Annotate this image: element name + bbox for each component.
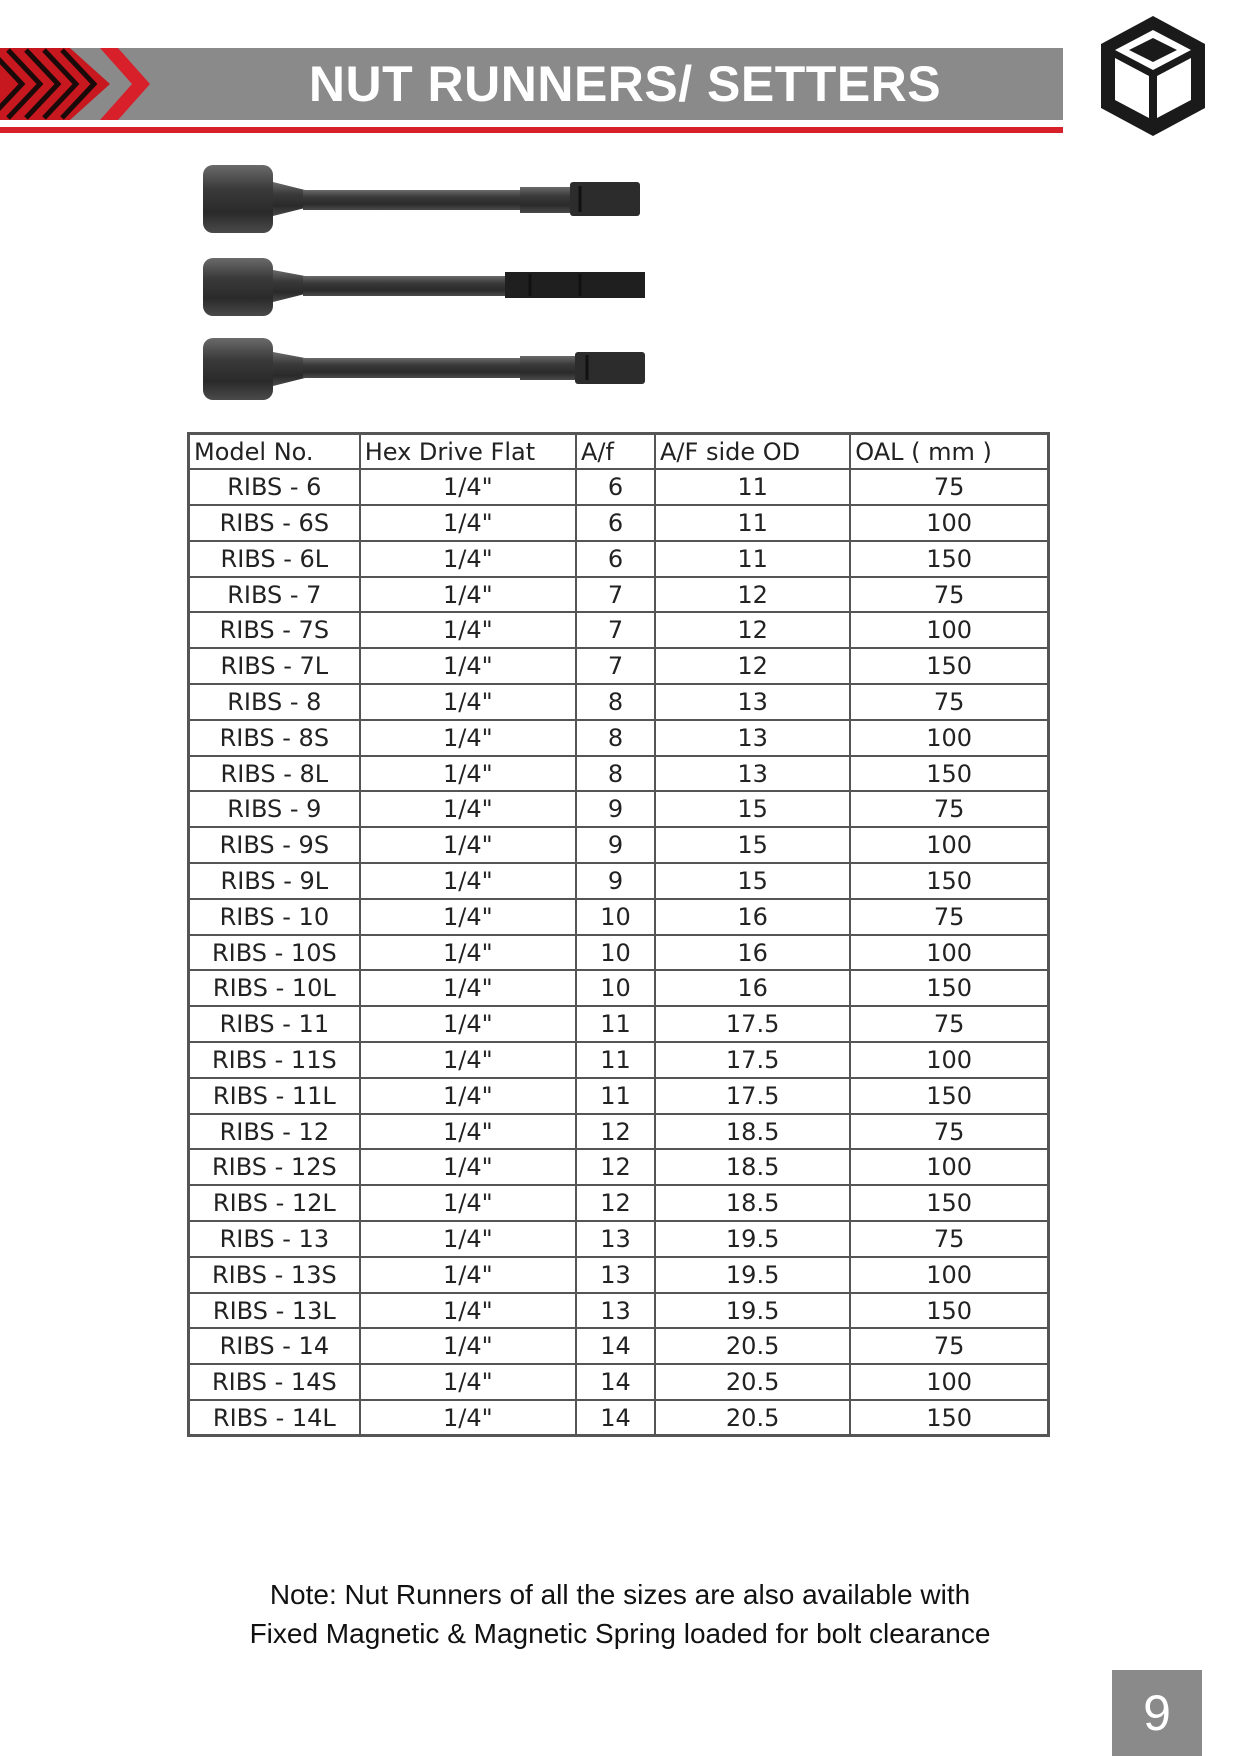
table-cell: 100 [850,1364,1048,1400]
table-row [189,863,1049,899]
column-header: Model No. [189,434,360,470]
table-cell: 1/4" [360,1114,576,1150]
table-cell: 12 [576,1185,655,1221]
table-cell: 1/4" [360,827,576,863]
table-cell: 1/4" [360,1006,576,1042]
table-cell: RIBS - 11S [189,1042,360,1078]
table-row [189,1078,1049,1114]
table-cell: RIBS - 13S [189,1257,360,1293]
table-cell: 1/4" [360,935,576,971]
table-cell: 1/4" [360,720,576,756]
table-cell: 1/4" [360,791,576,827]
table-cell: 13 [655,756,850,792]
table-cell: 15 [655,791,850,827]
table-cell: 20.5 [655,1328,850,1364]
table-row [189,1149,1049,1185]
table-cell: 1/4" [360,684,576,720]
table-cell: RIBS - 8L [189,756,360,792]
table-cell: 100 [850,1257,1048,1293]
table-cell: RIBS - 7 [189,577,360,613]
table-cell: 13 [655,684,850,720]
table-cell: 100 [850,505,1048,541]
table-row [189,756,1049,792]
table-row [189,791,1049,827]
table-cell: 75 [850,577,1048,613]
table-row [189,684,1049,720]
table-cell: 150 [850,863,1048,899]
table-cell: 1/4" [360,899,576,935]
table-cell: 1/4" [360,1221,576,1257]
table-cell: RIBS - 12S [189,1149,360,1185]
table-cell: RIBS - 12 [189,1114,360,1150]
table-cell: RIBS - 9S [189,827,360,863]
table-row [189,1364,1049,1400]
table-row [189,541,1049,577]
table-cell: 100 [850,827,1048,863]
table-cell: 9 [576,791,655,827]
table-row [189,1185,1049,1221]
table-cell: 150 [850,648,1048,684]
table-cell: 18.5 [655,1149,850,1185]
table-cell: RIBS - 10S [189,935,360,971]
table-cell: 15 [655,863,850,899]
table-cell: 1/4" [360,1042,576,1078]
table-cell: RIBS - 11 [189,1006,360,1042]
table-cell: 1/4" [360,469,576,505]
table-cell: 75 [850,791,1048,827]
table-row [189,899,1049,935]
table-row [189,970,1049,1006]
column-header: A/f [576,434,655,470]
page-number: 9 [1112,1670,1202,1756]
table-cell: 16 [655,970,850,1006]
table-cell: RIBS - 14S [189,1364,360,1400]
table-row [189,505,1049,541]
table-cell: 12 [576,1114,655,1150]
table-cell: 1/4" [360,1185,576,1221]
table-cell: RIBS - 13L [189,1293,360,1329]
table-cell: 75 [850,1221,1048,1257]
table-cell: 1/4" [360,863,576,899]
table-cell: 9 [576,827,655,863]
table-row [189,577,1049,613]
table-row [189,612,1049,648]
table-cell: 12 [655,648,850,684]
table-row [189,648,1049,684]
table-cell: 1/4" [360,648,576,684]
table-cell: 16 [655,935,850,971]
table-cell: 75 [850,469,1048,505]
table-row [189,469,1049,505]
page-title: NUT RUNNERS/ SETTERS [308,56,942,112]
table-cell: 11 [655,505,850,541]
table-cell: 1/4" [360,1293,576,1329]
table-row [189,1006,1049,1042]
table-cell: 75 [850,684,1048,720]
table-cell: 15 [655,827,850,863]
table-cell: 150 [850,1185,1048,1221]
table-row [189,1042,1049,1078]
table-cell: 75 [850,1006,1048,1042]
table-cell: 13 [576,1293,655,1329]
table-cell: RIBS - 13 [189,1221,360,1257]
table-cell: 13 [576,1221,655,1257]
table-cell: 1/4" [360,1400,576,1436]
table-cell: 12 [655,612,850,648]
table-cell: 19.5 [655,1293,850,1329]
table-cell: 1/4" [360,1078,576,1114]
table-cell: 6 [576,469,655,505]
table-cell: 7 [576,648,655,684]
table-row [189,1328,1049,1364]
table-cell: 18.5 [655,1185,850,1221]
table-cell: 14 [576,1400,655,1436]
table-cell: 1/4" [360,577,576,613]
table-row [189,720,1049,756]
table-cell: 75 [850,1328,1048,1364]
table-row [189,935,1049,971]
cube-logo-icon [1093,8,1213,143]
table-cell: RIBS - 7L [189,648,360,684]
table-header-row [189,434,1049,470]
table-cell: 1/4" [360,1328,576,1364]
header-red-line [0,127,1063,133]
table-cell: 150 [850,1400,1048,1436]
table-cell: RIBS - 10L [189,970,360,1006]
table-cell: 1/4" [360,612,576,648]
table-cell: 150 [850,1293,1048,1329]
table-cell: 1/4" [360,1149,576,1185]
note-line-2: Fixed Magnetic & Magnetic Spring loaded for bolt clearance [249,1618,991,1649]
table-cell: 19.5 [655,1257,850,1293]
table-cell: RIBS - 11L [189,1078,360,1114]
nut-runner-bit-2 [203,258,645,316]
table-cell: 1/4" [360,1257,576,1293]
table-cell: 100 [850,612,1048,648]
table-cell: 10 [576,970,655,1006]
table-cell: 9 [576,863,655,899]
table-row [189,1400,1049,1436]
table-cell: RIBS - 8 [189,684,360,720]
table-cell: 8 [576,756,655,792]
table-cell: RIBS - 8S [189,720,360,756]
table-cell: 11 [576,1006,655,1042]
table-cell: 75 [850,1114,1048,1150]
table-cell: 20.5 [655,1364,850,1400]
table-cell: 100 [850,720,1048,756]
note-line-1: Note: Nut Runners of all the sizes are also available with [269,1579,971,1610]
table-cell: 75 [850,899,1048,935]
table-cell: 13 [576,1257,655,1293]
table-cell: 150 [850,1078,1048,1114]
table-cell: 150 [850,970,1048,1006]
table-cell: 13 [655,720,850,756]
nut-runner-bit-3 [203,338,645,400]
column-header: A/F side OD [655,434,850,470]
note [150,1575,1090,1653]
table-cell: 6 [576,541,655,577]
table-cell: 17.5 [655,1006,850,1042]
table-cell: 19.5 [655,1221,850,1257]
table-cell: 8 [576,684,655,720]
table-cell: 11 [576,1042,655,1078]
table-cell: 20.5 [655,1400,850,1436]
table-cell: 100 [850,1042,1048,1078]
table-cell: 7 [576,612,655,648]
table-cell: 6 [576,505,655,541]
table-cell: 14 [576,1328,655,1364]
table-cell: RIBS - 6S [189,505,360,541]
table-row [189,827,1049,863]
table-cell: 100 [850,935,1048,971]
table-cell: RIBS - 12L [189,1185,360,1221]
table-cell: RIBS - 14L [189,1400,360,1436]
table-cell: 150 [850,756,1048,792]
table-cell: RIBS - 9 [189,791,360,827]
table-cell: 1/4" [360,756,576,792]
table-cell: RIBS - 10 [189,899,360,935]
table-cell: 14 [576,1364,655,1400]
table-cell: 7 [576,577,655,613]
nut-runner-bits-image [195,160,655,410]
spec-table [187,432,1050,1437]
nut-runner-bit-1 [203,165,640,233]
table-cell: 11 [655,541,850,577]
table-cell: 1/4" [360,1364,576,1400]
table-cell: RIBS - 6L [189,541,360,577]
table-cell: 10 [576,935,655,971]
table-cell: 10 [576,899,655,935]
table-cell: 17.5 [655,1078,850,1114]
table-cell: RIBS - 9L [189,863,360,899]
table-cell: 12 [576,1149,655,1185]
column-header: Hex Drive Flat [360,434,576,470]
table-cell: RIBS - 14 [189,1328,360,1364]
table-cell: 1/4" [360,541,576,577]
table-cell: 11 [655,469,850,505]
column-header: OAL ( mm ) [850,434,1048,470]
table-row [189,1257,1049,1293]
table-cell: 1/4" [360,970,576,1006]
table-cell: 150 [850,541,1048,577]
table-cell: 100 [850,1149,1048,1185]
table-cell: 1/4" [360,505,576,541]
table-cell: 11 [576,1078,655,1114]
table-cell: 12 [655,577,850,613]
table-cell: 18.5 [655,1114,850,1150]
table-cell: RIBS - 6 [189,469,360,505]
table-cell: RIBS - 7S [189,612,360,648]
table-cell: 16 [655,899,850,935]
table-row [189,1293,1049,1329]
table-row [189,1114,1049,1150]
table-cell: 17.5 [655,1042,850,1078]
table-row [189,1221,1049,1257]
table-cell: 8 [576,720,655,756]
